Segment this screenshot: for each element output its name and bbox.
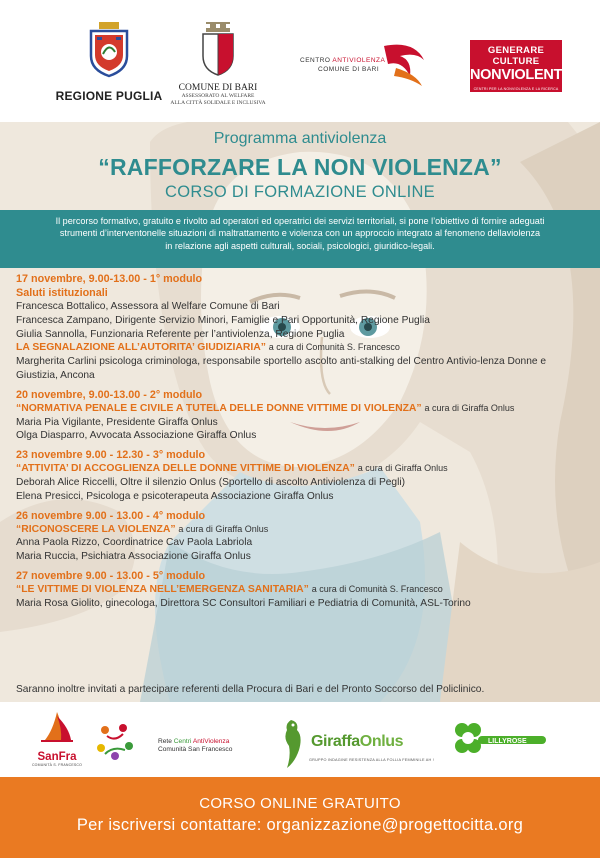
lillyrose-flower-icon bbox=[448, 716, 548, 764]
session-5-speaker-1: Maria Rosa Giolito, ginecologa, Direttora SC Consultori Familiari e Pediatria di Comunità, ASL-Torino bbox=[16, 597, 471, 609]
comune-bari-dept-2: ALLA CITTÀ SOLIDALE E INCLUSIVA bbox=[170, 100, 266, 106]
centro-word: CENTRO bbox=[300, 57, 331, 64]
centro-antiviolenza-logo bbox=[292, 38, 442, 90]
regione-puglia-name: REGIONE PUGLIA bbox=[55, 89, 163, 103]
session-1-speaker-4: Margherita Carlini psicologa criminologa, responsabile sportello ascolto anti-stalking del Centro Antivio-lenza Donne e Giustizia, Ancona bbox=[16, 356, 547, 381]
culture-line-1: GENERARE CULTURE bbox=[487, 45, 545, 67]
session-4-heading: 26 novembre 9.00 - 13.00 - 4° modulo bbox=[16, 509, 206, 522]
centri-word: Centri bbox=[173, 738, 192, 745]
giraffa-name bbox=[311, 733, 403, 751]
session-4-topic-line bbox=[16, 523, 596, 537]
program-list bbox=[16, 272, 596, 611]
session-1-speaker-2: Francesca Zampano, Dirigente Servizio Minori, Famiglie e Pari Opportunità, Regione Puglia bbox=[16, 314, 430, 326]
session-1-topic: LA SEGNALAZIONE ALL’AUTORITA’ GIUDIZIARIA” bbox=[16, 342, 266, 354]
session-1-organizer: a cura di Comunità S. Francesco bbox=[268, 342, 400, 353]
session-5-topic-line bbox=[16, 583, 596, 597]
people-circle-logo bbox=[95, 720, 135, 764]
session-3-speaker-1: Deborah Alice Riccelli, Oltre il silenzio Onlus (Sportello di ascolto Antiviolenza di Pegli) bbox=[16, 476, 405, 488]
session-3-topic-line bbox=[16, 462, 596, 476]
session-1-greetings: Saluti istituzionali bbox=[16, 287, 108, 299]
giraffa-sub: GRUPPO INDAGINE RESISTENZA ALLA FOLLIA FEMMINILE AH ! bbox=[309, 758, 434, 762]
course-title: CORSO DI FORMAZIONE ONLINE bbox=[165, 183, 435, 201]
free-course-label: CORSO ONLINE GRATUITO bbox=[199, 795, 401, 812]
main-title: “RAFFORZARE LA NON VIOLENZA” bbox=[98, 154, 502, 180]
bari-crest-icon bbox=[198, 22, 238, 76]
session-3-heading: 23 novembre 9.00 - 12.30 - 3° modulo bbox=[16, 449, 206, 462]
session-4-speaker-2: Maria Ruccia, Psichiatra Associazione Giraffa Onlus bbox=[16, 551, 251, 563]
onlus-word: Onlus bbox=[359, 733, 404, 750]
sanfra-logo bbox=[26, 710, 88, 767]
comune-bari-name: COMUNE DI BARI bbox=[178, 83, 258, 93]
lillyrose-text: LILLYROSE bbox=[488, 738, 527, 745]
program-subtitle: Programma antiviolenza bbox=[213, 130, 387, 147]
centro-comune: COMUNE DI BARI bbox=[318, 66, 380, 73]
antiviolenza-word: ANTIVIOLENZA bbox=[332, 57, 386, 64]
closing-note: Saranno inoltre invitati a partecipare referenti della Procura di Bari e del Pronto Soccorso del Policlinico. bbox=[16, 684, 485, 695]
session-3-speaker-2: Elena Presicci, Psicologa e psicoterapeuta Associazione Giraffa Onlus bbox=[16, 490, 334, 502]
session-2-speaker-1: Maria Pia Vigilante, Presidente Giraffa Onlus bbox=[16, 416, 218, 428]
session-2-speaker-2: Olga Diasparro, Avvocata Associazione Giraffa Onlus bbox=[16, 430, 257, 442]
session-1-heading: 17 novembre, 9.00-13.00 - 1° modulo bbox=[16, 273, 203, 285]
session-2-topic: “NORMATIVA PENALE E CIVILE A TUTELA DELLE DONNE VITTIME DI VIOLENZA” bbox=[16, 402, 422, 414]
lillyrose-logo bbox=[448, 716, 548, 764]
giraffa-onlus-logo bbox=[277, 716, 447, 772]
rete-word: Rete bbox=[158, 738, 172, 745]
comune-bari-dept: ASSESSORATO AL WELFARE bbox=[181, 93, 255, 99]
culture-line-3: CENTRI PER LA NONVIOLENZA E LA RICERCA bbox=[473, 87, 559, 91]
regione-puglia-logo bbox=[44, 22, 174, 103]
session-4-topic: “RICONOSCERE LA VIOLENZA” bbox=[16, 523, 176, 535]
session-5-topic: “LE VITTIME DI VIOLENZA NELL’EMERGENZA SANITARIA” bbox=[16, 583, 309, 595]
giraffa-icon bbox=[277, 718, 307, 770]
session-5-heading: 27 novembre 9.00 - 13.00 - 5° modulo bbox=[16, 569, 206, 582]
culture-line-2: NONVIOLENTE bbox=[470, 67, 572, 83]
intro-band bbox=[0, 210, 600, 268]
registration-banner bbox=[0, 777, 600, 858]
session-2-topic-line bbox=[16, 402, 596, 416]
puglia-crest-icon bbox=[87, 22, 131, 78]
title-block bbox=[0, 130, 600, 202]
intro-line-3: in relazione agli aspetti culturali, sociali, psicologici, giuridico-legali. bbox=[165, 240, 435, 251]
session-5-organizer: a cura di Comunità S. Francesco bbox=[311, 583, 443, 594]
sanfra-name: SanFra bbox=[37, 751, 77, 763]
giraffa-word: Giraffa bbox=[311, 733, 360, 750]
sanfra-sail-icon bbox=[37, 710, 77, 744]
rete-community: Comunità San Francesco bbox=[158, 746, 233, 753]
session-3-topic: “ATTIVITA’ DI ACCOGLIENZA DELLE DONNE VITTIME DI VIOLENZA” bbox=[16, 463, 355, 475]
session-1-speaker-1: Francesca Bottalico, Assessora al Welfare Comune di Bari bbox=[16, 301, 280, 312]
contact-line[interactable]: Per iscriversi contattare: organizzazione@progettocitta.org bbox=[76, 816, 524, 834]
session-2-heading: 20 novembre, 9.00-13.00 - 2° modulo bbox=[16, 388, 203, 401]
generare-culture-logo bbox=[470, 40, 572, 92]
footer-logos bbox=[0, 702, 600, 777]
session-1-speaker-3: Giulia Sannolla, Funzionaria Referente per l’antiviolenza, Regione Puglia bbox=[16, 328, 345, 340]
session-2-organizer: a cura di Giraffa Onlus bbox=[424, 402, 515, 413]
session-1-topic-line bbox=[16, 341, 596, 355]
intro-line-2: strumenti d’interventonelle situazioni di maltrattamento e violenza con un approccio integrato al fenomeno dellaviolenza bbox=[59, 228, 541, 239]
people-circle-icon bbox=[95, 720, 135, 764]
comune-bari-logo bbox=[168, 22, 268, 107]
rete-centri-logo bbox=[158, 738, 268, 754]
session-4-organizer: a cura di Giraffa Onlus bbox=[178, 523, 269, 534]
sanfra-sub: COMUNITÀ S. FRANCESCO bbox=[31, 763, 83, 767]
centro-text bbox=[300, 56, 385, 74]
intro-line-1: Il percorso formativo, gratuito e rivolto ad operatori ed operatrici dei servizi territoriali, si pone l’obiettivo di fornire adeguati bbox=[55, 216, 545, 226]
session-4-speaker-1: Anna Paola Rizzo, Coordinatrice Cav Paola Labriola bbox=[16, 537, 253, 549]
antiviolenza-rete-word: AntiViolenza bbox=[192, 738, 230, 745]
header-logos bbox=[0, 0, 600, 122]
session-3-organizer: a cura di Giraffa Onlus bbox=[357, 463, 448, 474]
